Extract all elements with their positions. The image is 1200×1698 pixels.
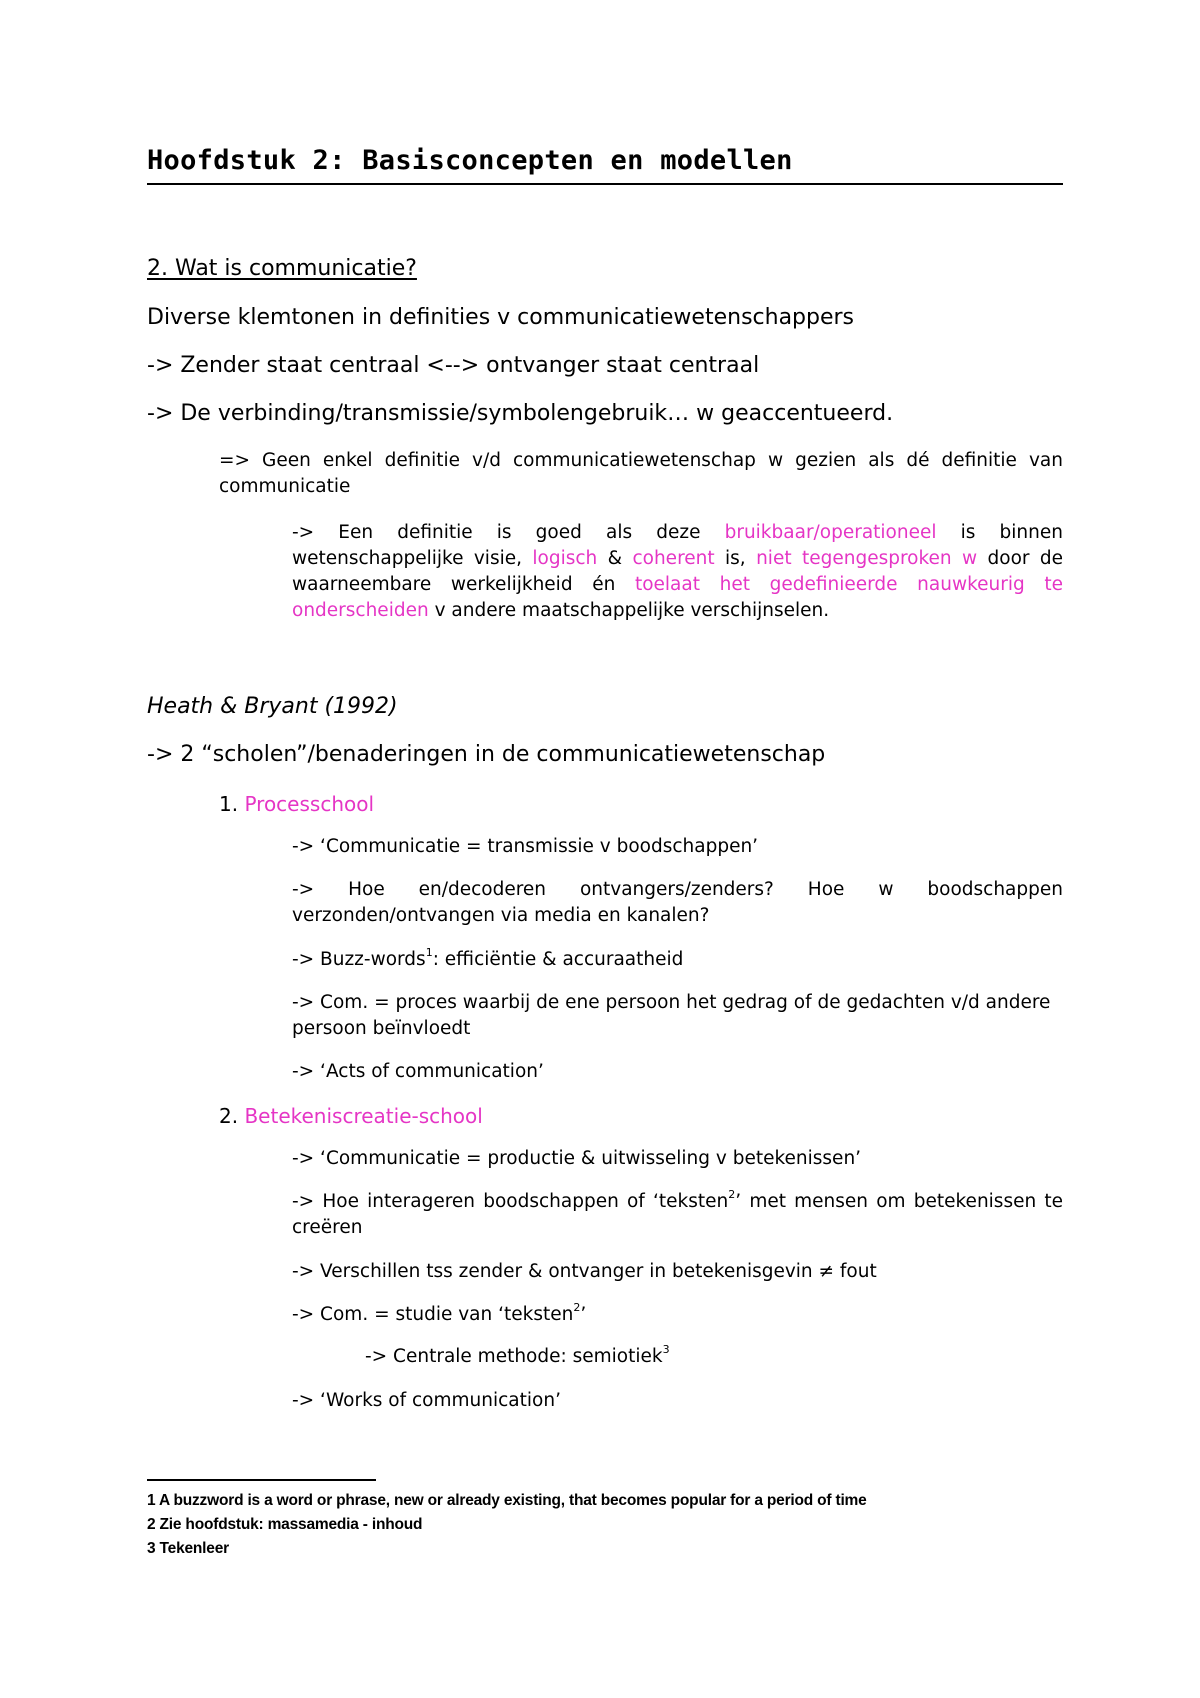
school-2-number: 2. <box>219 1104 245 1128</box>
school-2-point-2-text-end: ’ met mensen om betekenissen te creëren <box>292 1191 1064 1238</box>
footnote-2: 2 Zie hoofdstuk: massamedia - inhoud <box>147 1516 423 1533</box>
school-2-point-2 <box>292 1189 1063 1241</box>
criteria-paragraph <box>292 520 1063 624</box>
school-1-point-3-text: -> Buzz-words <box>292 949 426 970</box>
school-2-point-4-text: -> Com. = studie van ‘teksten <box>292 1304 574 1325</box>
footnote-1: 1 A buzzword is a word or phrase, new or already existing, that becomes popular for a period of time <box>147 1492 867 1509</box>
school-1-point-5: -> ‘Acts of communication’ <box>292 1061 544 1082</box>
criteria-text-3: & <box>597 548 633 569</box>
school-1-point-1: -> ‘Communicatie = transmissie v boodschappen’ <box>292 836 759 857</box>
footnote-ref-3: 3 <box>662 1343 670 1356</box>
school-1-point-4: -> Com. = proces waarbij de ene persoon het gedrag of de gedachten v/d andere persoon beïnvloedt <box>292 992 1051 1039</box>
chapter-title: Hoofdstuk 2: Basisconcepten en modellen <box>147 145 793 176</box>
conclusion-paragraph: => Geen enkel definitie v/d communicatiewetenschap w gezien als dé definitie van communicatie <box>219 450 1063 497</box>
source-citation: Heath & Bryant (1992) <box>147 694 398 719</box>
school-2-point-4-text-end: ’ <box>580 1304 587 1325</box>
school-1-point-3-text-end: : efficiëntie & accuraatheid <box>432 949 684 970</box>
section-heading: 2. Wat is communicatie? <box>147 256 417 281</box>
criteria-highlight-3: coherent <box>632 548 715 569</box>
school-2-point-6: -> ‘Works of communication’ <box>292 1390 561 1411</box>
footnote-separator <box>147 1479 376 1481</box>
footnote-3: 3 Tekenleer <box>147 1540 229 1557</box>
school-2-name: Betekeniscreatie-school <box>244 1104 483 1128</box>
school-2-point-4 <box>292 1302 586 1328</box>
school-1-point-3 <box>292 947 683 973</box>
footnote-ref-1: 1 <box>425 946 433 959</box>
title-underline <box>147 183 1063 185</box>
criteria-text-1: -> Een definitie is goed als deze <box>292 522 725 543</box>
criteria-highlight-2: logisch <box>532 548 598 569</box>
school-1-heading <box>219 790 374 818</box>
school-2-point-2-text: -> Hoe interageren boodschappen of ‘teksten <box>292 1191 729 1212</box>
criteria-highlight-1: bruikbaar/operationeel <box>724 522 937 543</box>
schools-intro: -> 2 “scholen”/benaderingen in de communicatiewetenschap <box>147 742 826 767</box>
criteria-highlight-5: toelaat het gedefinieerde nauwkeurig te onderscheiden <box>292 574 1064 621</box>
criteria-text-2: is binnen wetenschappelijke visie, <box>292 522 1063 569</box>
intro-line-1: Diverse klemtonen in definities v communicatiewetenschappers <box>147 305 855 330</box>
school-1-name: Processchool <box>244 792 375 816</box>
school-1-point-2: -> Hoe en/decoderen ontvangers/zenders? Hoe w boodschappen verzonden/ontvangen via media en kanalen? <box>292 879 1063 926</box>
footnote-ref-2: 2 <box>728 1188 736 1201</box>
school-2-heading <box>219 1102 483 1130</box>
school-1-number: 1. <box>219 792 245 816</box>
criteria-text-5: door de waarneembare werkelijkheid én <box>292 548 1064 595</box>
footnote-ref-2b: 2 <box>573 1301 581 1314</box>
intro-line-2: -> Zender staat centraal <--> ontvanger staat centraal <box>147 353 760 378</box>
school-2-point-1: -> ‘Communicatie = productie & uitwisseling v betekenissen’ <box>292 1148 862 1169</box>
criteria-text-6: v andere maatschappelijke verschijnselen. <box>428 600 830 621</box>
school-2-point-3: -> Verschillen tss zender & ontvanger in betekenisgevin ≠ fout <box>292 1261 877 1282</box>
school-2-point-5 <box>365 1344 670 1370</box>
intro-line-3: -> De verbinding/transmissie/symbolengebruik… w geaccentueerd. <box>147 401 894 426</box>
criteria-text-4: is, <box>714 548 757 569</box>
criteria-highlight-4: niet tegengesproken w <box>756 548 978 569</box>
school-2-point-5-text: -> Centrale methode: semiotiek <box>365 1346 663 1367</box>
